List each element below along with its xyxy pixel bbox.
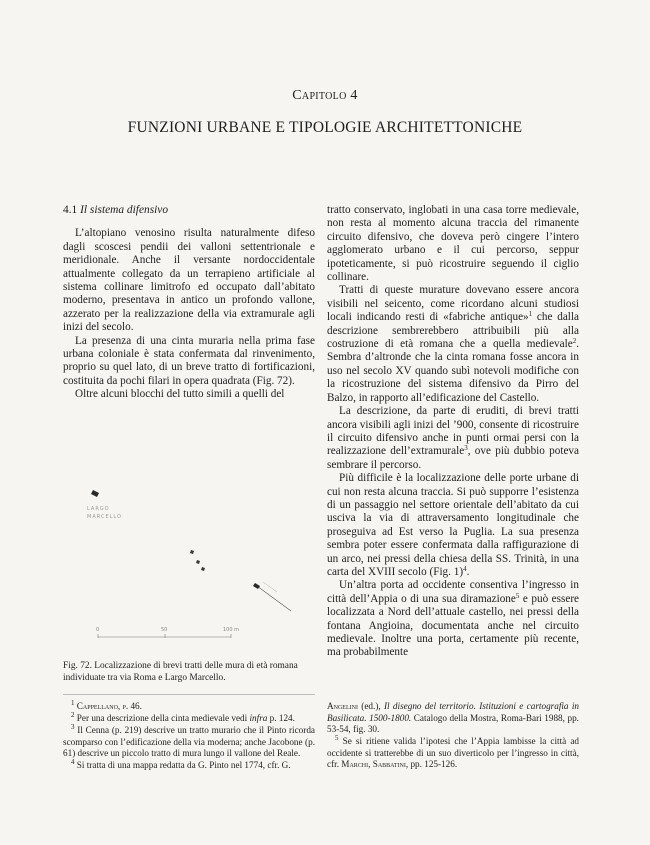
section-title: Il sistema difensivo xyxy=(80,204,169,216)
paragraph: Un’altra porta ad occidente consentiva l’ingresso in città dell’Appia o di una sua diramazione$^5$ e può essere localizzata a Nord dell’attuale castello, nei pressi della fontana Angioina, documentata anche nel circuito medievale. Inoltre una porta, certamente più recente, ma probabilmente xyxy=(327,579,580,659)
footnote-ref[interactable]: 4 xyxy=(463,564,467,573)
footnote: $^4$ Si tratta di una mappa redatta da G. Pinto nel 1774, cfr. G. xyxy=(71,758,291,771)
paragraph: La descrizione, da parte di eruditi, di brevi tratti ancora visibili agli inizi del ’900, consente di ricostruire il circuito difensivo anche in punti ormai persi con la realizzazione dell’extramurale$^3$, ove più dubbio poteva sembrare il percorso. xyxy=(327,405,579,471)
footnote-ref[interactable]: 1 xyxy=(528,310,533,319)
figure-72-map xyxy=(63,470,315,655)
paragraph: L’altopiano venosino risulta naturalmente difeso dagli scoscesi pendii dei valloni settentrionale e meridionale. Anche il versante nordoccidentale attualmente collegato da un terrapieno artificiale al sistema collinare limitrofo ed occupato dall’abitato moderno, presentava in antico un profondo vallone, azzerato per la realizzazione della via extramurale agli inizi del secolo. xyxy=(63,227,315,334)
footnote: $^3$ Il Cenna (p. 219) descrive un tratto murario che il Pinto ricorda scomparso con l’edificazione della via moderna; anche Jacobone (p. 61) descrive un piccolo tratto di mura lungo il vallone del Reale. xyxy=(63,723,316,759)
chapter-label: Capitolo 4 xyxy=(292,88,358,103)
paragraph: Più difficile è la localizzazione delle porte urbane di cui non resta alcuna traccia. Si può supporre l’esistenza di un passaggio nel settore orientale dell’abitato da cui usciva la via di attraversamento longitudinale che proseguiva ad Est verso la Puglia. La sua presenza sembra poter essere confermata dalla raffigurazione di un arco, nei pressi della chiesa della SS. Trinità, in una carta del XVIII secolo (Fig. 1)$^4$. xyxy=(327,472,579,578)
wall-fragment-5 xyxy=(253,583,260,589)
section-heading xyxy=(63,204,315,217)
paragraph: tratto conservato, inglobati in una casa torre medievale, non resta al momento alcuna traccia del rimanente circuito difensivo, che doveva però cingere l’intero agglomerato urbano e il cui percorso, seppur ipoteticamente, si può ricostruire seguendo il ciglio collinare. xyxy=(327,204,579,284)
map-drawing xyxy=(63,470,315,655)
paragraph: Oltre alcuni blocchi del tutto simili a quelli del xyxy=(75,388,285,401)
paragraph: La presenza di una cinta muraria nella prima fase urbana coloniale è stata confermata dal rinvenimento, proprio su quel lato, di un breve tratto di fortificazioni, costituita da pochi filari in opera quadrata (Fig. 72). xyxy=(63,334,315,387)
figure-caption: Fig. 72. Localizzazione di brevi tratti delle mura di età romana individuate tra via Roma e Largo Marcello. xyxy=(63,661,298,683)
map-label-marcello: MARCELLO xyxy=(87,514,122,520)
left-column xyxy=(63,204,315,402)
wall-fragment-3 xyxy=(196,560,200,564)
wall-fragment-2 xyxy=(190,550,194,554)
footnotes-right xyxy=(327,701,579,772)
paragraph: Tratti di queste murature dovevano essere ancora visibili nel seicento, come ricordano alcuni studiosi locali indicando resti di «fabriche antique»$^1$ che dalla descrizione sembrerebbero attribuibili più alla costruzione di età romana che a quella medievale$^2$. Sembra d’altronde che la cinta romana fosse ancora in uso nel secolo XV quando subì notevoli modifiche con la ricostruzione del sistema difensivo da Pirro del Balzo, in rapporto all’edificazione del Castello. xyxy=(327,284,579,404)
scale-label-100: 100 m xyxy=(223,627,240,633)
footnote-ref[interactable]: 3 xyxy=(464,444,468,453)
footnote: $^5$ Se si ritiene valida l’ipotesi che l’Appia lambisse la città ad occidente si tratterebbe di un suo diverticolo per l’ingresso in città, cfr. Marchi, Sabbatini, pp. 125-126. xyxy=(327,734,579,770)
chapter-title: FUNZIONI URBANE E TIPOLOGIE ARCHITETTONICHE xyxy=(127,119,523,136)
footnote-ref[interactable]: 5 xyxy=(515,591,520,600)
footnote-rule xyxy=(63,694,315,695)
footnote: Angelini (ed.), Il disegno del territorio. Istituzioni e cartografia in Basilicata. 1500-1800. Catalogo della Mostra, Roma-Bari 1988, pp. 53-54, fig. 30. xyxy=(327,701,579,735)
wall-line-thin xyxy=(263,582,277,592)
map-label-largo: LARGO xyxy=(87,506,110,512)
footnote: $^2$ Per una descrizione della cinta medievale vedi infra p. 124. xyxy=(71,711,295,724)
footnote: $^1$ Cappellano, p. 46. xyxy=(71,699,142,711)
wall-fragment-4 xyxy=(201,567,205,571)
wall-fragment-1 xyxy=(91,490,99,497)
right-column xyxy=(327,204,579,660)
footnotes-left xyxy=(63,701,315,773)
footnote-ref[interactable]: 2 xyxy=(572,337,577,346)
section-number: 4.1 xyxy=(63,204,78,216)
scale-label-50: 50 xyxy=(161,627,168,633)
scale-label-0: 0 xyxy=(96,627,100,633)
